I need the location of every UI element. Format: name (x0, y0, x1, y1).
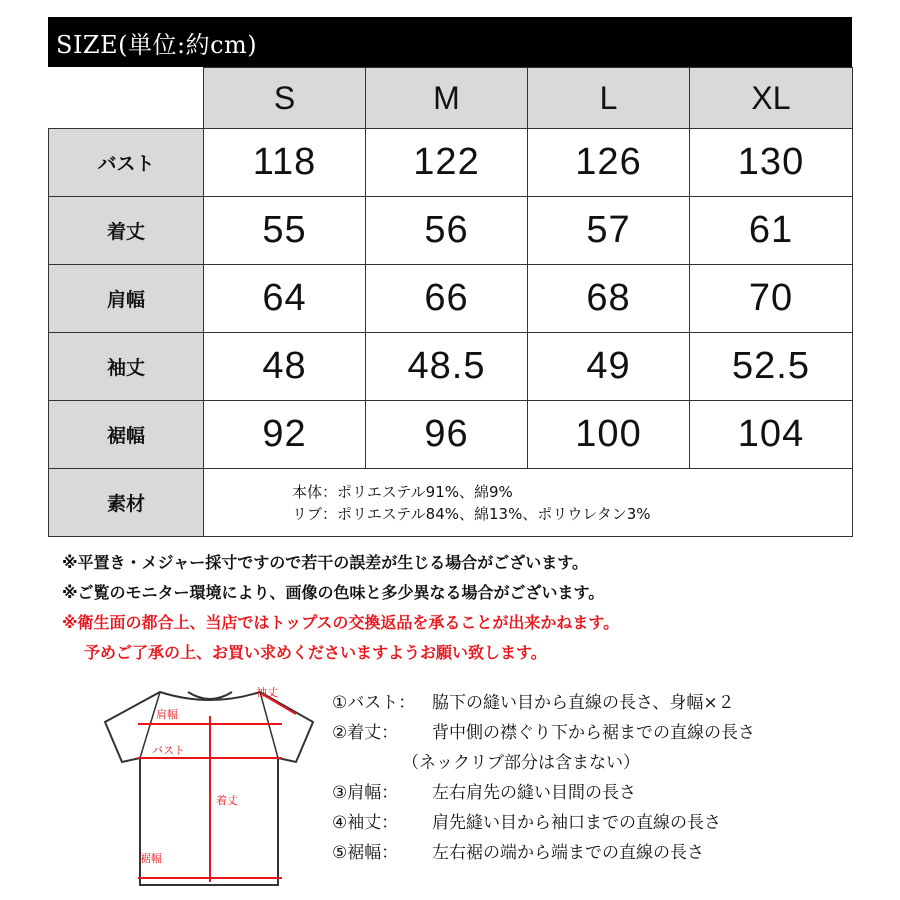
table-row (49, 401, 853, 469)
table-header-row (49, 68, 853, 129)
tshirt-outline-icon (100, 680, 320, 890)
legend-item (332, 718, 755, 748)
legend-label: ④袖丈： (332, 813, 399, 833)
row-label-material: 素材 (49, 469, 204, 537)
legend-text: 肩先縫い目から袖口までの直線の長さ (432, 813, 721, 833)
diagram-label-length: 着丈 (216, 794, 238, 807)
table-cell: 92 (204, 401, 366, 469)
table-cell: 96 (366, 401, 528, 469)
column-header-xl: XL (690, 68, 853, 129)
note-acknowledge: 予めご了承の上、お買い求めくださいますようお願い致します。 (84, 643, 547, 662)
legend-label: ①バスト： (332, 693, 416, 713)
table-row (49, 265, 853, 333)
legend-item (332, 808, 755, 838)
table-cell: 56 (366, 197, 528, 265)
table-cell: 104 (690, 401, 853, 469)
table-cell: 52.5 (690, 333, 853, 401)
legend-label: ②着丈： (332, 723, 399, 743)
row-label-bust: バスト (49, 129, 204, 197)
table-cell: 68 (528, 265, 690, 333)
legend-text: 背中側の襟ぐり下から裾までの直線の長さ (432, 723, 755, 743)
table-row (49, 333, 853, 401)
notes (62, 548, 862, 668)
header-bar (48, 17, 852, 67)
table-cell: 70 (690, 265, 853, 333)
table-cell: 100 (528, 401, 690, 469)
table-row (49, 129, 853, 197)
tshirt-diagram (100, 680, 320, 890)
row-label-sleeve: 袖丈 (49, 333, 204, 401)
material-cell (204, 469, 853, 537)
material-body: 本体：ポリエステル91%、綿9% (292, 482, 513, 501)
column-header-m: M (366, 68, 528, 129)
table-cell: 64 (204, 265, 366, 333)
legend-item (332, 688, 755, 718)
legend-item (332, 748, 755, 778)
page-title: SIZE(単位:約cm) (56, 31, 258, 59)
legend-text: 脇下の縫い目から直線の長さ、身幅×２ (432, 693, 735, 713)
table-cell: 118 (204, 129, 366, 197)
legend-text: （ネックリブ部分は含まない） (402, 753, 640, 773)
table-cell: 55 (204, 197, 366, 265)
material-rib: リブ：ポリエステル84%、綿13%、ポリウレタン3% (292, 504, 651, 523)
table-cell: 122 (366, 129, 528, 197)
diagram-label-sleeve: 袖丈 (256, 686, 278, 699)
table-cell: 57 (528, 197, 690, 265)
diagram-label-shoulder: 肩幅 (156, 708, 178, 721)
note-return-policy: ※衛生面の都合上、当店ではトップスの交換返品を承ることが出来かねます。 (62, 613, 620, 632)
table-cell: 61 (690, 197, 853, 265)
table-cell: 66 (366, 265, 528, 333)
material-row (49, 469, 853, 537)
legend-item (332, 838, 755, 868)
legend-label: ③肩幅： (332, 783, 399, 803)
measurement-legend (332, 688, 755, 868)
row-label-hem: 裾幅 (49, 401, 204, 469)
table-cell: 48 (204, 333, 366, 401)
row-label-length: 着丈 (49, 197, 204, 265)
table-cell: 130 (690, 129, 853, 197)
column-header-s: S (204, 68, 366, 129)
table-cell: 48.5 (366, 333, 528, 401)
legend-text: 左右肩先の縫い目間の長さ (432, 783, 636, 803)
diagram-label-bust: バスト (152, 744, 185, 757)
row-label-shoulder: 肩幅 (49, 265, 204, 333)
note-measurement: ※平置き・メジャー採寸ですので若干の誤差が生じる場合がございます。 (62, 553, 588, 572)
legend-label: ⑤裾幅： (332, 843, 399, 863)
note-monitor: ※ご覧のモニター環境により、画像の色味と多少異なる場合がございます。 (62, 583, 605, 602)
table-corner (49, 68, 204, 129)
column-header-l: L (528, 68, 690, 129)
legend-item (332, 778, 755, 808)
table-cell: 126 (528, 129, 690, 197)
diagram-label-hem: 裾幅 (140, 852, 162, 865)
legend-text: 左右裾の端から端までの直線の長さ (432, 843, 704, 863)
size-table (48, 67, 853, 537)
table-row (49, 197, 853, 265)
table-cell: 49 (528, 333, 690, 401)
